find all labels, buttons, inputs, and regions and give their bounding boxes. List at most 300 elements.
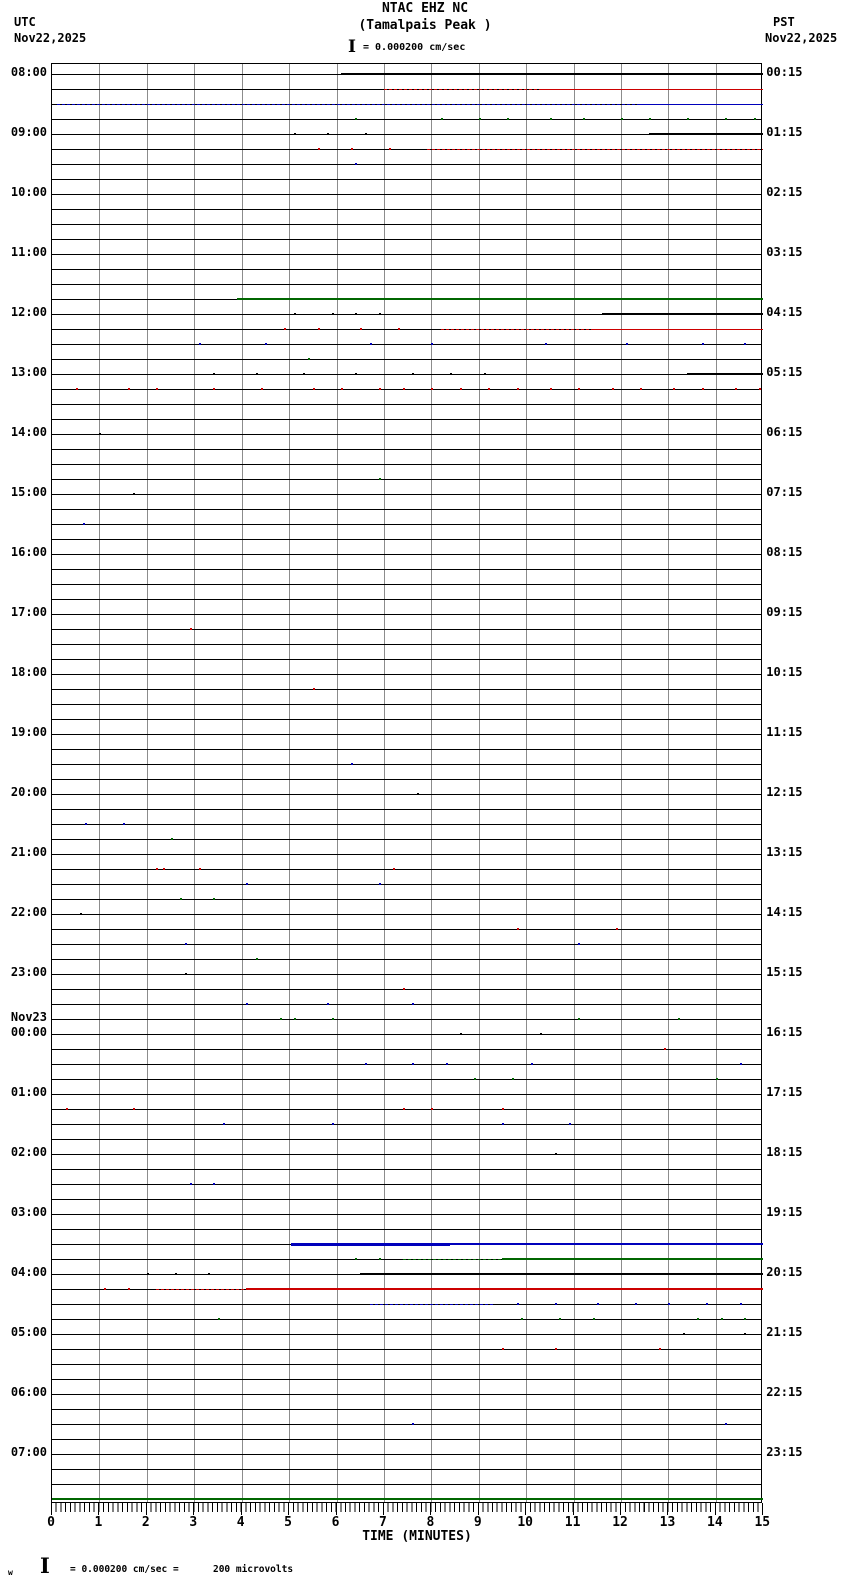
trace-baseline	[52, 224, 761, 225]
x-tick-label: 6	[331, 1515, 340, 1530]
trace-dot	[484, 373, 486, 375]
trace-dot	[355, 313, 357, 315]
trace-dot	[721, 1318, 723, 1320]
trace-segment	[360, 1273, 763, 1276]
trace-dot	[256, 958, 258, 960]
pst-hour-label: 05:15	[766, 365, 803, 379]
trace-baseline	[52, 1379, 761, 1380]
trace-dot	[379, 388, 381, 390]
grid-vline	[668, 64, 669, 1502]
trace-dot	[327, 1003, 329, 1005]
x-tick-label: 2	[141, 1515, 150, 1530]
pst-hour-label: 11:15	[766, 725, 803, 739]
utc-label: UTC	[14, 15, 36, 29]
trace-dot	[351, 148, 353, 150]
trace-segment	[593, 329, 764, 330]
trace-dot	[190, 628, 192, 630]
trace-dot	[725, 1423, 727, 1425]
trace-dot	[441, 118, 443, 120]
trace-baseline	[52, 524, 761, 525]
trace-baseline	[52, 689, 761, 690]
trace-baseline	[52, 404, 761, 405]
trace-dot	[479, 118, 481, 120]
major-tick	[383, 1503, 384, 1515]
trace-dot	[190, 1183, 192, 1185]
trace-baseline	[52, 824, 761, 825]
pst-hour-label: 22:15	[766, 1385, 803, 1399]
trace-dot	[706, 1303, 708, 1305]
trace-baseline	[52, 1439, 761, 1440]
trace-dot	[171, 838, 173, 840]
trace-dot	[365, 1063, 367, 1065]
trace-dot	[355, 373, 357, 375]
grid-vline	[574, 64, 575, 1502]
x-tick-label: 1	[94, 1515, 103, 1530]
trace-dot	[341, 388, 343, 390]
trace-dot	[261, 388, 263, 390]
trace-dot	[697, 1318, 699, 1320]
trace-dot	[355, 163, 357, 165]
trace-baseline	[52, 884, 761, 885]
trace-baseline	[52, 1229, 761, 1230]
trace-baseline	[52, 434, 761, 435]
pst-hour-label: 16:15	[766, 1025, 803, 1039]
trace-baseline	[52, 554, 761, 555]
trace-dot	[583, 118, 585, 120]
trace-dot	[133, 1108, 135, 1110]
grid-vline	[621, 64, 622, 1502]
trace-dot	[664, 1048, 666, 1050]
trace-baseline	[52, 1154, 761, 1155]
trace-baseline	[52, 1139, 761, 1140]
utc-hour-label: 00:00	[10, 1025, 47, 1039]
utc-hour-label: 20:00	[10, 785, 47, 799]
trace-dot	[735, 388, 737, 390]
pst-hour-label: 00:15	[766, 65, 803, 79]
pst-hour-label: 18:15	[766, 1145, 803, 1159]
trace-segment	[602, 313, 763, 315]
trace-baseline	[52, 449, 761, 450]
trace-baseline	[52, 1349, 761, 1350]
trace-dot	[303, 373, 305, 375]
trace-dot	[199, 343, 201, 345]
trace-dot	[246, 883, 248, 885]
trace-dot	[744, 343, 746, 345]
trace-dot	[640, 388, 642, 390]
trace-segment	[455, 134, 649, 135]
major-tick	[430, 1503, 431, 1515]
scale-bar-icon: I	[348, 37, 356, 57]
trace-dot	[265, 343, 267, 345]
trace-baseline	[52, 944, 761, 945]
grid-vline	[289, 64, 290, 1502]
trace-dot	[208, 1273, 210, 1275]
utc-hour-label: 11:00	[10, 245, 47, 259]
trace-dot	[180, 898, 182, 900]
trace-baseline	[52, 269, 761, 270]
trace-dot	[327, 133, 329, 135]
trace-baseline	[52, 1064, 761, 1065]
trace-dot	[412, 1423, 414, 1425]
utc-hour-label: 07:00	[10, 1445, 47, 1459]
trace-dot	[616, 928, 618, 930]
pst-hour-label: 01:15	[766, 125, 803, 139]
pst-hour-label: 08:15	[766, 545, 803, 559]
trace-dot	[659, 1348, 661, 1350]
trace-dot	[431, 388, 433, 390]
trace-dot	[702, 343, 704, 345]
trace-dot	[294, 1018, 296, 1020]
trace-dot	[66, 1108, 68, 1110]
major-tick	[715, 1503, 716, 1515]
trace-dot	[218, 1318, 220, 1320]
trace-dot	[313, 388, 315, 390]
major-tick	[98, 1503, 99, 1515]
trace-dot	[621, 118, 623, 120]
pst-hour-label: 14:15	[766, 905, 803, 919]
trace-dot	[740, 1303, 742, 1305]
trace-dot	[649, 118, 651, 120]
trace-dot	[156, 868, 158, 870]
utc-hour-label: 23:00	[10, 965, 47, 979]
pst-hour-label: 23:15	[766, 1445, 803, 1459]
trace-baseline	[52, 659, 761, 660]
trace-baseline	[52, 1184, 761, 1185]
x-tick-label: 7	[379, 1515, 387, 1530]
trace-dot	[702, 388, 704, 390]
footer-note: = 0.000200 cm/sec = 200 microvolts	[70, 1564, 294, 1575]
trace-baseline	[52, 929, 761, 930]
trace-segment	[427, 149, 764, 150]
x-tick-label: 10	[517, 1515, 534, 1530]
pst-hour-label: 15:15	[766, 965, 803, 979]
trace-dot	[80, 913, 82, 915]
trace-baseline	[52, 1319, 761, 1320]
trace-dot	[412, 1063, 414, 1065]
trace-dot	[318, 328, 320, 330]
trace-dot	[716, 1078, 718, 1080]
trace-baseline	[52, 599, 761, 600]
trace-dot	[223, 1123, 225, 1125]
trace-baseline	[52, 1034, 761, 1035]
trace-segment	[156, 1289, 246, 1290]
trace-segment	[687, 373, 763, 375]
x-tick-label: 12	[612, 1515, 628, 1530]
trace-baseline	[52, 179, 761, 180]
trace-dot	[412, 1003, 414, 1005]
trace-baseline	[52, 1124, 761, 1125]
station-title: NTAC EHZ NC	[381, 1, 469, 16]
trace-baseline	[52, 1049, 761, 1050]
trace-dot	[185, 973, 187, 975]
trace-dot	[379, 883, 381, 885]
trace-baseline	[52, 1214, 761, 1215]
helicorder-plot	[51, 63, 762, 1503]
trace-dot	[389, 148, 391, 150]
trace-dot	[512, 1078, 514, 1080]
trace-baseline	[52, 1394, 761, 1395]
utc-hour-label: 16:00	[10, 545, 47, 559]
trace-dot	[417, 793, 419, 795]
trace-dot	[284, 328, 286, 330]
trace-dot	[213, 898, 215, 900]
major-tick	[51, 1503, 52, 1515]
trace-baseline	[52, 584, 761, 585]
trace-baseline	[52, 344, 761, 345]
grid-vline	[337, 64, 338, 1502]
x-tick-label: 14	[707, 1515, 723, 1530]
utc-hour-label: 02:00	[10, 1145, 47, 1159]
trace-segment	[52, 1498, 763, 1499]
major-tick	[288, 1503, 289, 1515]
trace-segment	[649, 133, 763, 135]
grid-vline	[384, 64, 385, 1502]
trace-dot	[280, 1018, 282, 1020]
trace-dot	[133, 493, 135, 495]
trace-dot	[531, 1063, 533, 1065]
trace-dot	[678, 1018, 680, 1020]
trace-segment	[370, 1304, 493, 1305]
trace-baseline	[52, 1094, 761, 1095]
trace-segment	[512, 374, 687, 375]
trace-dot	[673, 388, 675, 390]
x-tick-label: 5	[284, 1515, 292, 1530]
trace-dot	[294, 313, 296, 315]
trace-dot	[213, 388, 215, 390]
pst-hour-label: 20:15	[766, 1265, 803, 1279]
utc-hour-label: 03:00	[10, 1205, 47, 1219]
grid-vline	[147, 64, 148, 1502]
x-tick-label: 13	[659, 1515, 676, 1530]
trace-segment	[384, 89, 540, 90]
trace-baseline	[52, 614, 761, 615]
trace-dot	[123, 823, 125, 825]
footer-prefix-glyph: w	[8, 1568, 13, 1577]
grid-vline	[716, 64, 717, 1502]
trace-baseline	[52, 749, 761, 750]
trace-dot	[725, 118, 727, 120]
utc-hour-label: 14:00	[10, 425, 47, 439]
trace-dot	[550, 388, 552, 390]
x-axis-title: TIME (MINUTES)	[362, 1529, 472, 1544]
trace-baseline	[52, 494, 761, 495]
trace-dot	[163, 868, 165, 870]
trace-baseline	[52, 869, 761, 870]
trace-segment	[237, 298, 763, 300]
pst-hour-label: 12:15	[766, 785, 803, 799]
x-tick-label: 3	[189, 1515, 198, 1530]
grid-vline	[99, 64, 100, 1502]
trace-dot	[332, 313, 334, 315]
trace-dot	[555, 1303, 557, 1305]
trace-dot	[308, 358, 310, 360]
trace-dot	[213, 1183, 215, 1185]
trace-segment	[57, 104, 640, 105]
trace-baseline	[52, 1199, 761, 1200]
pst-hour-label: 07:15	[766, 485, 803, 499]
trace-dot	[555, 1348, 557, 1350]
trace-dot	[403, 988, 405, 990]
utc-hour-label: 01:00	[10, 1085, 47, 1099]
utc-date: Nov22,2025	[14, 31, 87, 45]
trace-dot	[540, 1033, 542, 1035]
footer-scale-bar-icon: I	[40, 1553, 50, 1578]
trace-dot	[294, 133, 296, 135]
major-tick	[336, 1503, 337, 1515]
trace-dot	[175, 1273, 177, 1275]
utc-hour-label: 08:00	[10, 65, 47, 79]
trace-baseline	[52, 809, 761, 810]
x-tick-label: 9	[473, 1515, 482, 1530]
trace-dot	[156, 388, 158, 390]
utc-hour-label: 13:00	[10, 365, 47, 379]
trace-dot	[393, 868, 395, 870]
utc-hour-label: 17:00	[10, 605, 47, 619]
trace-dot	[370, 343, 372, 345]
trace-dot	[128, 1288, 130, 1290]
trace-baseline	[52, 734, 761, 735]
trace-dot	[687, 118, 689, 120]
trace-dot	[597, 1303, 599, 1305]
trace-dot	[517, 388, 519, 390]
trace-baseline	[52, 209, 761, 210]
trace-baseline	[52, 1409, 761, 1410]
trace-dot	[99, 433, 101, 435]
major-tick	[193, 1503, 194, 1515]
major-tick	[762, 1503, 763, 1515]
trace-dot	[569, 1123, 571, 1125]
trace-baseline	[52, 479, 761, 480]
trace-dot	[460, 1033, 462, 1035]
trace-baseline	[52, 794, 761, 795]
x-tick-label: 4	[236, 1515, 245, 1530]
trace-dot	[502, 1348, 504, 1350]
trace-dot	[360, 328, 362, 330]
trace-dot	[683, 1333, 685, 1335]
trace-dot	[431, 1108, 433, 1110]
trace-dot	[76, 388, 78, 390]
trace-baseline	[52, 254, 761, 255]
trace-baseline	[52, 389, 761, 390]
trace-dot	[744, 1318, 746, 1320]
trace-baseline	[52, 974, 761, 975]
pst-hour-label: 17:15	[766, 1085, 803, 1099]
trace-baseline	[52, 1424, 761, 1425]
trace-baseline	[52, 1484, 761, 1485]
trace-dot	[318, 148, 320, 150]
trace-dot	[460, 388, 462, 390]
trace-baseline	[52, 1364, 761, 1365]
trace-dot	[635, 1303, 637, 1305]
trace-dot	[147, 1273, 149, 1275]
trace-dot	[521, 1318, 523, 1320]
grid-vline	[526, 64, 527, 1502]
trace-dot	[104, 1288, 106, 1290]
trace-dot	[199, 868, 201, 870]
trace-baseline	[52, 359, 761, 360]
major-tick	[620, 1503, 621, 1515]
major-tick	[146, 1503, 147, 1515]
trace-dot	[517, 1303, 519, 1305]
scale-label: = 0.000200 cm/sec	[363, 42, 466, 53]
trace-baseline	[52, 644, 761, 645]
pst-hour-label: 04:15	[766, 305, 803, 319]
trace-dot	[668, 1303, 670, 1305]
day-change-label: Nov23	[10, 1010, 47, 1024]
pst-hour-label: 13:15	[766, 845, 803, 859]
x-tick-label: 15	[754, 1515, 771, 1530]
trace-baseline	[52, 629, 761, 630]
utc-hour-label: 21:00	[10, 845, 47, 859]
trace-dot	[507, 118, 509, 120]
utc-hour-label: 12:00	[10, 305, 47, 319]
trace-segment	[246, 1288, 763, 1290]
trace-dot	[332, 1123, 334, 1125]
trace-dot	[502, 1123, 504, 1125]
trace-dot	[355, 1258, 357, 1260]
grid-vline	[194, 64, 195, 1502]
trace-baseline	[52, 194, 761, 195]
major-tick	[573, 1503, 574, 1515]
minor-tick-strip	[51, 1503, 763, 1512]
trace-dot	[246, 1003, 248, 1005]
trace-dot	[379, 313, 381, 315]
trace-baseline	[52, 239, 761, 240]
major-tick	[241, 1503, 242, 1515]
x-tick-label: 11	[564, 1515, 581, 1530]
trace-dot	[379, 478, 381, 480]
pst-label: PST	[773, 15, 795, 29]
trace-dot	[403, 388, 405, 390]
trace-baseline	[52, 509, 761, 510]
utc-hour-label: 10:00	[10, 185, 47, 199]
trace-dot	[759, 388, 761, 390]
trace-segment	[403, 1259, 503, 1260]
trace-dot	[740, 1063, 742, 1065]
trace-dot	[517, 928, 519, 930]
grid-vline	[479, 64, 480, 1502]
trace-dot	[256, 373, 258, 375]
utc-hour-label: 18:00	[10, 665, 47, 679]
trace-dot	[379, 1258, 381, 1260]
trace-baseline	[52, 1169, 761, 1170]
trace-segment	[341, 73, 763, 75]
x-tick-label: 0	[47, 1515, 55, 1530]
trace-baseline	[52, 1334, 761, 1335]
trace-dot	[578, 1018, 580, 1020]
trace-baseline	[52, 839, 761, 840]
trace-dot	[578, 388, 580, 390]
trace-dot	[550, 118, 552, 120]
utc-hour-label: 04:00	[10, 1265, 47, 1279]
trace-segment	[502, 1258, 763, 1260]
trace-baseline	[52, 959, 761, 960]
grid-vline	[431, 64, 432, 1502]
pst-hour-label: 10:15	[766, 665, 803, 679]
trace-segment	[441, 329, 593, 330]
trace-baseline	[52, 1004, 761, 1005]
trace-dot	[502, 1108, 504, 1110]
pst-hour-label: 09:15	[766, 605, 803, 619]
trace-dot	[578, 943, 580, 945]
utc-hour-label: 22:00	[10, 905, 47, 919]
trace-baseline	[52, 119, 761, 120]
utc-hour-label: 19:00	[10, 725, 47, 739]
trace-baseline	[52, 164, 761, 165]
trace-dot	[431, 343, 433, 345]
trace-baseline	[52, 1079, 761, 1080]
trace-dot	[85, 823, 87, 825]
